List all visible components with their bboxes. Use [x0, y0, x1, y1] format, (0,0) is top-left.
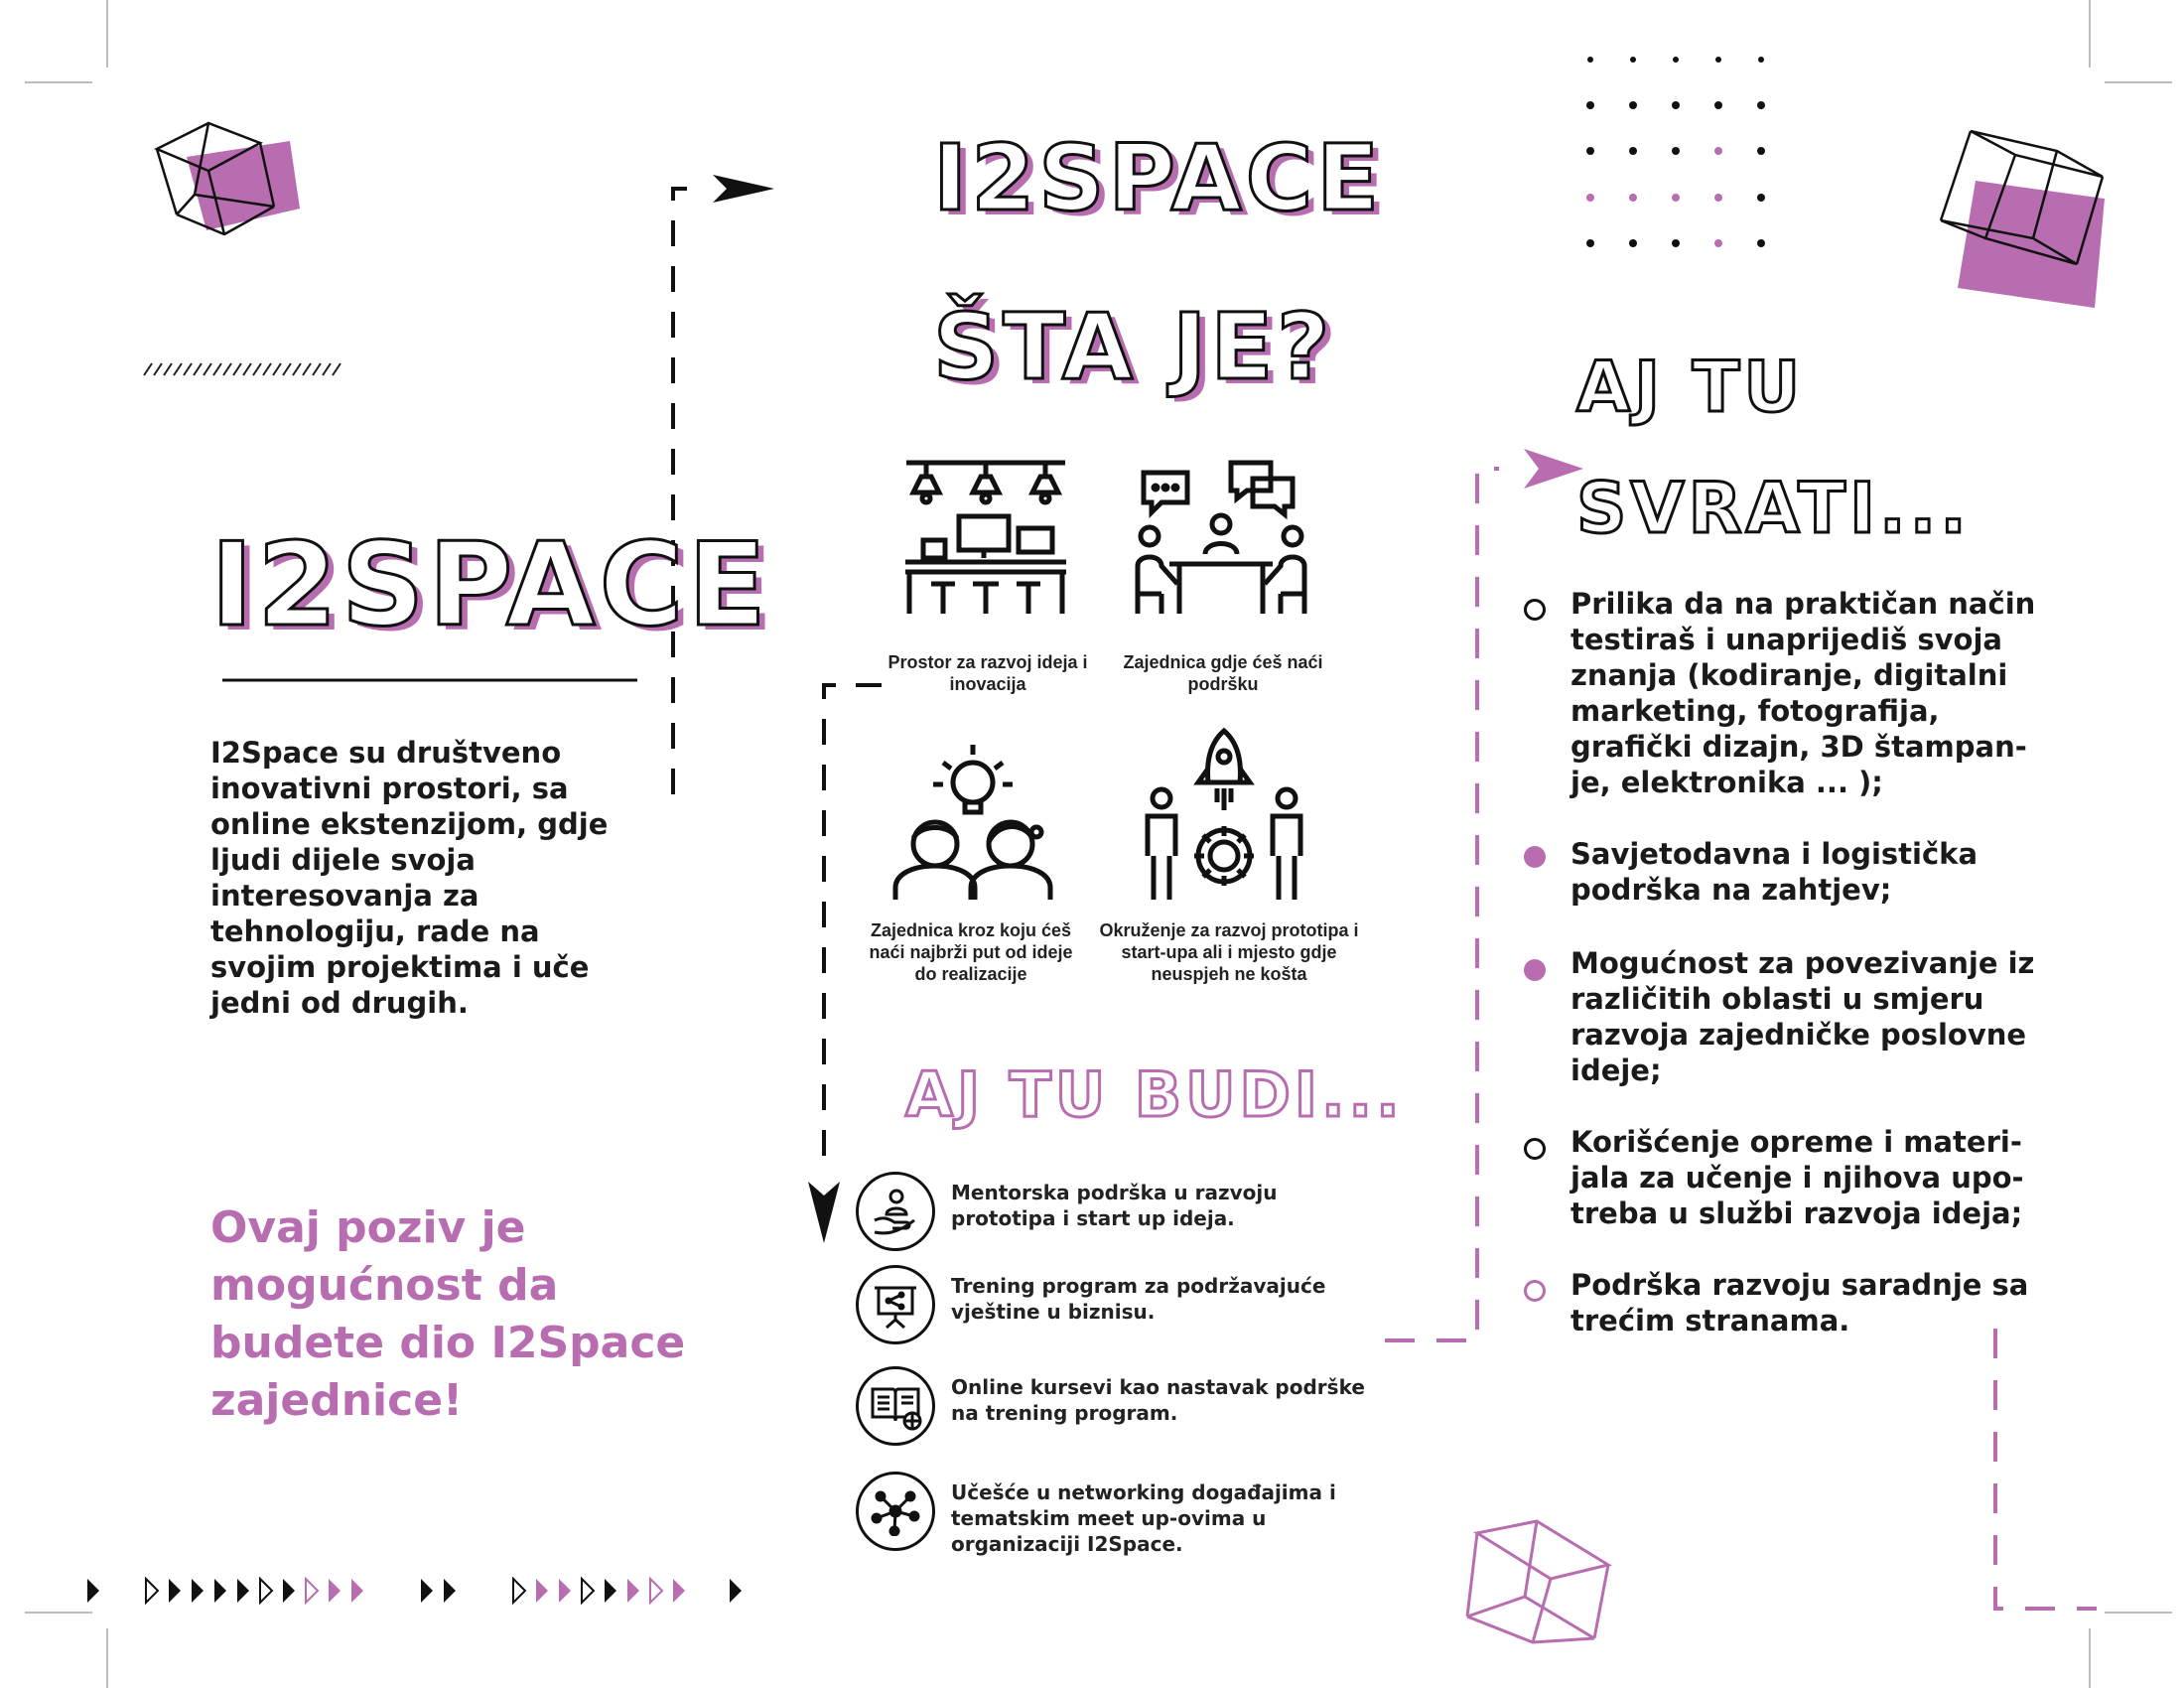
- bullet-outline: [1524, 599, 1546, 621]
- feature-caption: Zajednica gdje ćeš naći podršku: [1123, 652, 1323, 694]
- budi-item-text: Trening program za podržavajuće vještine u biznisu.: [951, 1274, 1326, 1324]
- network-icon: [856, 1472, 935, 1551]
- svrati-item-text: Prilika da na praktičan način testiraš i unaprijediš svoja znanja (kodiranje, digitalni marketing, fotografija, grafički dizajn, 3D štampan-je, elektronika ... );: [1570, 587, 2036, 799]
- bullet-filled: [1524, 959, 1546, 981]
- svrati-item-text: Mogućnost za povezivanje iz različitih oblasti u smjeru razvoja zajedničke poslovne ideje;: [1570, 946, 2035, 1087]
- budi-list-item: [856, 1172, 1372, 1255]
- svrati-item-text: Korišćenje opreme i materi-jala za učenje i njihova upo-treba u službi razvoja ideja;: [1570, 1125, 2024, 1230]
- arrow-right-icon: [713, 175, 774, 203]
- feature-caption: Prostor za razvoj ideja i inovacija: [887, 652, 1088, 694]
- idea-people-icon: [889, 743, 1058, 902]
- svrati-item-text: Podrška razvoju saradnje sa trećim stranama.: [1570, 1268, 2029, 1337]
- hatch-pattern: [144, 363, 341, 375]
- feature-caption: Zajednica kroz koju ćeš naći najbrži put od ideje do realizacije: [869, 920, 1073, 984]
- training-board-icon: [856, 1265, 935, 1344]
- budi-list-item: [856, 1472, 1372, 1555]
- bullet-outline: [1524, 1138, 1546, 1160]
- budi-list-item: [856, 1366, 1372, 1450]
- right-title: AJ TU: [1576, 347, 1805, 428]
- bullet-filled: [1524, 846, 1546, 868]
- connector-arrow: [673, 189, 690, 794]
- budi-title: AJ TU BUDI...: [905, 1058, 1404, 1131]
- budi-item-text: Online kursevi kao nastavak podrške na trening program.: [951, 1375, 1365, 1425]
- feature-caption: Okruženje za razvoj prototipa i start-upa ali i mjesto gdje neuspjeh ne košta: [1099, 920, 1359, 984]
- budi-list-item: [856, 1265, 1372, 1348]
- arrow-down-icon: [808, 1182, 840, 1243]
- bullet-outline-purple: [1524, 1280, 1546, 1302]
- middle-title: I2SPACE: [933, 125, 1384, 231]
- online-course-book-icon: [856, 1366, 935, 1446]
- mentor-hand-icon: [856, 1172, 935, 1251]
- left-call-to-action: Ovaj poziv je mogućnost da budete dio I2Space zajednice!: [210, 1202, 686, 1426]
- right-subtitle: SVRATI...: [1576, 468, 1971, 549]
- startup-rocket-icon: [1140, 727, 1308, 906]
- coworking-space-icon: [901, 455, 1070, 624]
- cube-icon: [1467, 1521, 1608, 1642]
- budi-item-text: Učešće u networking događajima i tematskim meet up-ovima u organizaciji I2Space.: [951, 1480, 1336, 1556]
- left-description: I2Space su društveno inovativni prostori, sa online ekstenzijom, gdje ljudi dijele svoja interesovanja za tehnologiju, rade na svojim projektima i uče jedni od drugih.: [210, 736, 609, 1020]
- left-title: I2SPACE: [210, 518, 770, 652]
- community-meeting-icon: [1132, 455, 1310, 624]
- dot-grid: [1586, 57, 1765, 247]
- middle-subtitle: ŠTA JE?: [933, 294, 1334, 400]
- arrow-right-icon: [1524, 449, 1583, 489]
- cube-icon: [157, 123, 300, 234]
- svrati-item-text: Savjetodavna i logistička podrška na zahtjev;: [1570, 837, 1979, 907]
- triangle-pattern: [87, 1579, 742, 1603]
- cube-icon: [1941, 131, 2105, 308]
- budi-item-text: Mentorska podrška u razvoju prototipa i start up ideja.: [951, 1181, 1278, 1230]
